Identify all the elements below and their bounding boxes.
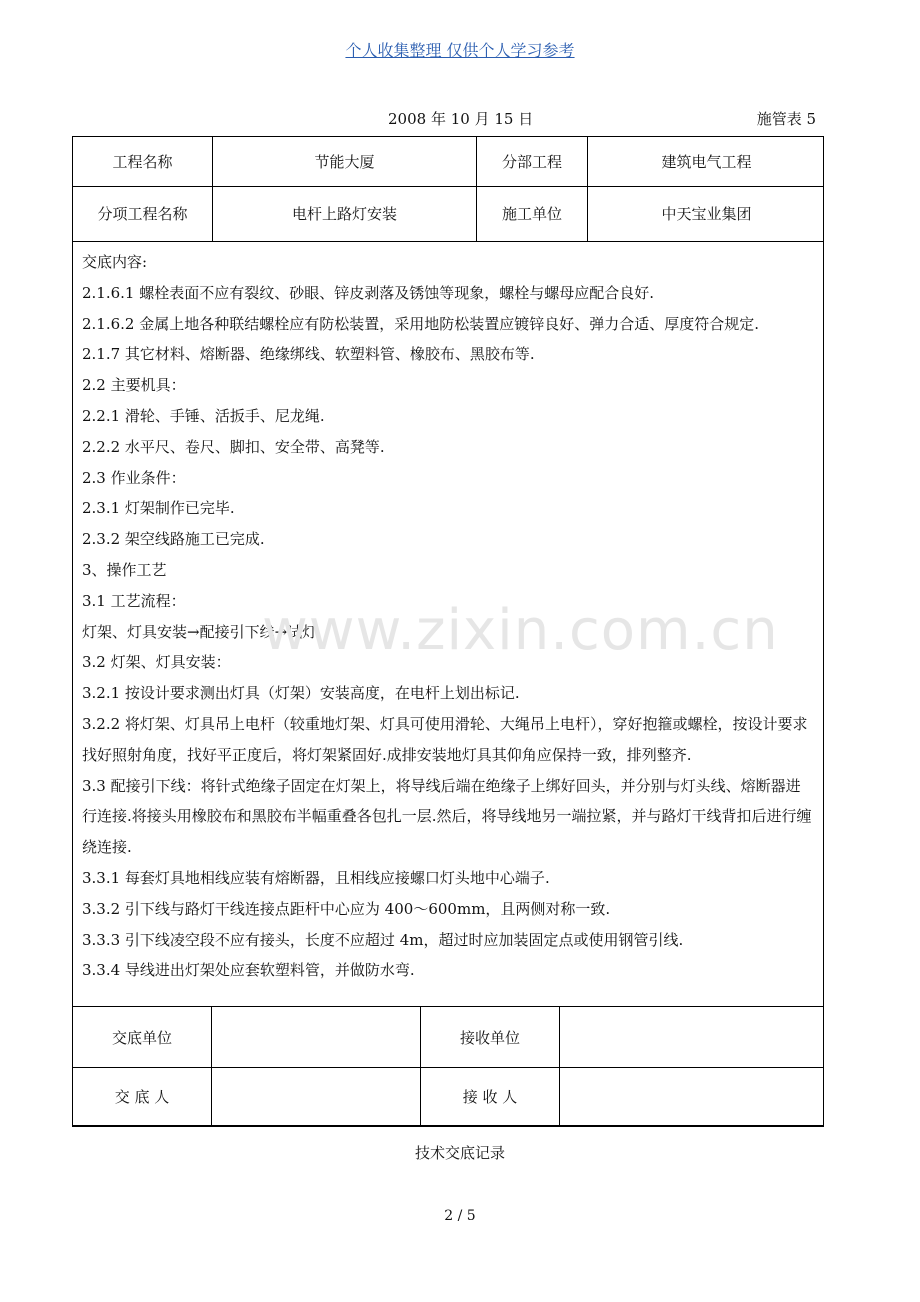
discloser-label: 交 底 人 xyxy=(73,1067,212,1126)
content-line: 3.3.4 导线进出灯架处应套软塑料管，并做防水弯. xyxy=(82,961,415,980)
content-line: 3.2.1 按设计要求测出灯具（灯架）安装高度，在电杆上划出标记. xyxy=(82,684,520,703)
content-line: 灯架、灯具安装→配接引下线→试灯 xyxy=(82,622,318,641)
division-value: 建筑电气工程 xyxy=(661,153,752,171)
subitem-name-value: 电杆上路灯安装 xyxy=(213,186,477,241)
content-line: 2.2.1 滑轮、手锤、活扳手、尼龙绳. xyxy=(82,406,325,425)
sign-row-person xyxy=(73,1067,823,1126)
receiving-unit-label: 接收单位 xyxy=(421,1007,560,1067)
content-line: 3.3.2 引下线与路灯干线连接点距杆中心应为 400～600mm，且两侧对称一致. xyxy=(82,899,611,918)
watermark: www.zixin.com.cn xyxy=(262,598,779,663)
content-line: 交底内容: xyxy=(82,253,148,271)
header-text[interactable]: 个人收集整理 仅供个人学习参考 xyxy=(345,41,575,60)
record-date: 2008 年 10 月 15 日 xyxy=(388,110,534,128)
division-label: 分部工程 xyxy=(477,137,588,186)
content-line: 2.3.2 架空线路施工已完成. xyxy=(82,530,265,549)
contractor-value: 中天宝业集团 xyxy=(661,205,752,223)
contractor-label: 施工单位 xyxy=(477,186,588,241)
project-name-value: 节能大厦 xyxy=(213,137,477,186)
receiver-label: 接 收 人 xyxy=(421,1067,560,1126)
receiving-unit-field[interactable] xyxy=(560,1007,825,1067)
disclosing-unit-label: 交底单位 xyxy=(73,1007,212,1067)
content-line: 3.3 配接引下线：将针式绝缘子固定在灯架上，将导线后端在绝缘子上绑好回头，并分别与灯头线、熔断器进行连接.将接头用橡胶布和黑胶布半幅重叠各包扎一层.然后，将导线地另一端拉紧，并与路灯干线背扣后进行缠绕连接. xyxy=(82,776,812,857)
content-line: 2.1.6.1 螺栓表面不应有裂纹、砂眼、锌皮剥落及锈蚀等现象，螺栓与螺母应配合良好. xyxy=(82,283,655,302)
form-number: 施管表 5 xyxy=(756,110,816,128)
project-name-label: 工程名称 xyxy=(73,137,213,186)
content-line: 2.2.2 水平尺、卷尺、脚扣、安全带、高凳等. xyxy=(82,437,385,456)
content-line: 3.2.2 将灯架、灯具吊上电杆（较重地灯架、灯具可使用滑轮、大绳吊上电杆），穿好抱箍或螺栓，按设计要求找好照射角度，找好平正度后，将灯架紧固好.成排安装地灯具其仰角应保持一致，排列整齐. xyxy=(82,714,808,764)
discloser-field[interactable] xyxy=(212,1067,421,1126)
content-line: 3.3.1 每套灯具地相线应装有熔断器，且相线应接螺口灯头地中心端子. xyxy=(82,868,550,887)
disclosing-unit-field[interactable] xyxy=(212,1007,421,1067)
sign-row-unit xyxy=(73,1007,823,1068)
content-line: 2.1.6.2 金属上地各种联结螺栓应有防松装置，采用地防松装置应镀锌良好、弹力合适、厚度符合规定. xyxy=(82,314,760,333)
page-header xyxy=(0,38,920,61)
content-line: 2.3 作业条件： xyxy=(82,468,186,487)
receiver-field[interactable] xyxy=(560,1067,825,1126)
content-line: 3、操作工艺 xyxy=(82,560,167,579)
content-line: 2.2 主要机具： xyxy=(82,376,186,395)
page-number: 2 / 5 xyxy=(444,1208,476,1224)
info-row-subitem xyxy=(73,186,823,242)
info-row-project xyxy=(73,137,823,187)
content-line: 3.1 工艺流程： xyxy=(82,591,186,610)
content-line: 2.1.7 其它材料、熔断器、绝缘绑线、软塑料管、橡胶布、黑胶布等. xyxy=(82,345,535,364)
content-line: 3.3.3 引下线凌空段不应有接头，长度不应超过 4m，超过时应加装固定点或使用钢管引线. xyxy=(82,930,684,949)
subitem-name-label: 分项工程名称 xyxy=(73,186,213,241)
content-line: 3.2 灯架、灯具安装： xyxy=(82,653,231,672)
form-caption: 技术交底记录 xyxy=(414,1144,505,1162)
content-line: 2.3.1 灯架制作已完毕. xyxy=(82,499,235,518)
